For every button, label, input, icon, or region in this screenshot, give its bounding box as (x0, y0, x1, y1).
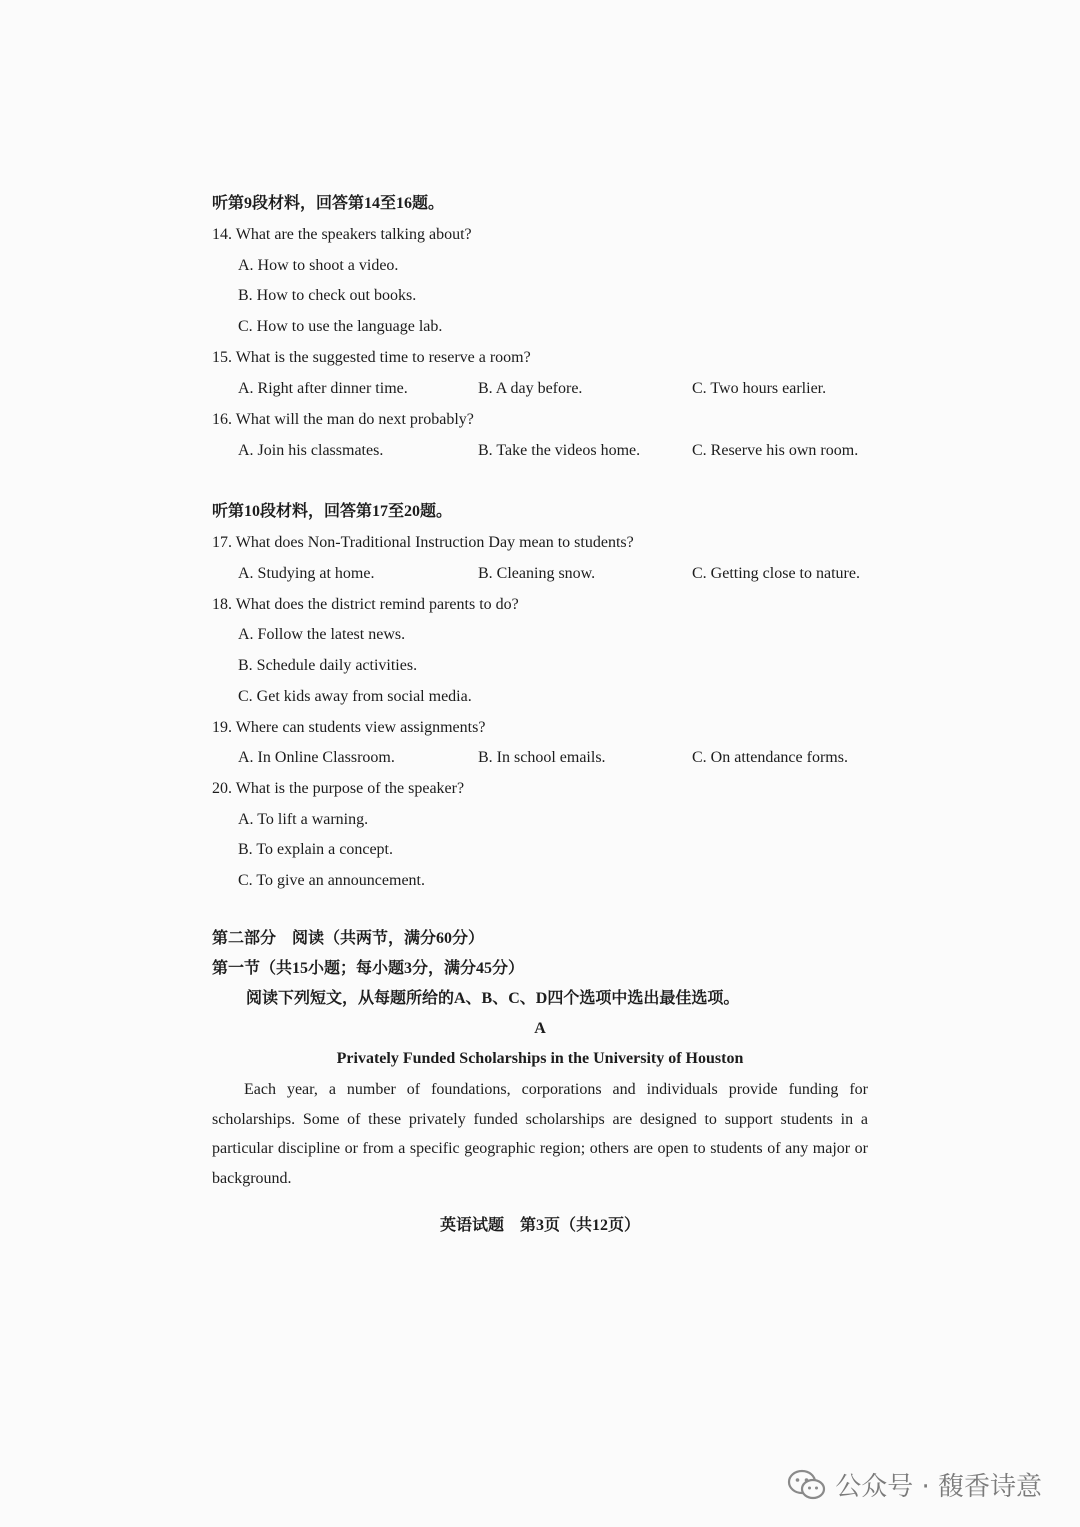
q15-option-a: A. Right after dinner time. (238, 380, 408, 397)
question-16: 16. What will the man do next probably? (212, 411, 474, 428)
q19-option-c: C. On attendance forms. (692, 749, 848, 766)
q16-option-b: B. Take the videos home. (478, 442, 641, 459)
q17-option-b: B. Cleaning snow. (478, 565, 596, 582)
question-19: 19. Where can students view assignments? (212, 719, 486, 736)
question-14: 14. What are the speakers talking about? (212, 226, 472, 243)
q17-option-c: C. Getting close to nature. (692, 565, 860, 582)
q14-option-b: B. How to check out books. (238, 287, 417, 304)
reading-instruction: 阅读下列短文，从每题所给的A、B、C、D四个选项中选出最佳选项。 (246, 990, 740, 1007)
page-footer: 英语试题 第3页（共12页） (439, 1217, 640, 1234)
q18-option-c: C. Get kids away from social media. (238, 688, 472, 705)
wechat-icon (787, 1469, 827, 1501)
passage-letter: A (534, 1020, 546, 1037)
q20-option-c: C. To give an announcement. (238, 872, 425, 889)
part2-heading: 第二部分 阅读（共两节，满分60分） (212, 930, 485, 947)
part2-section1-heading: 第一节（共15小题；每小题3分，满分45分） (212, 960, 525, 977)
section10-heading: 听第10段材料，回答第17至20题。 (212, 503, 453, 520)
watermark-text: 公众号 · 馥香诗意 (835, 1472, 1042, 1502)
q17-option-a: A. Studying at home. (238, 565, 375, 582)
q16-option-a: A. Join his classmates. (238, 442, 384, 459)
q18-option-a: A. Follow the latest news. (238, 626, 406, 643)
question-20: 20. What is the purpose of the speaker? (212, 780, 465, 797)
passage-paragraph (212, 1075, 868, 1193)
q20-option-a: A. To lift a warning. (238, 811, 369, 828)
q19-option-b: B. In school emails. (478, 749, 606, 766)
question-18: 18. What does the district remind parents to do? (212, 596, 519, 613)
q14-option-a: A. How to shoot a video. (238, 257, 399, 274)
passage-title: Privately Funded Scholarships in the University of Houston (336, 1050, 744, 1067)
passage-text: Each year, a number of foundations, corporations and individuals provide funding for scholarships. Some of these privately funded scholarships are designed to support students in a particular discipline or from a specific geographic region; others are open to students of any major or background. (212, 1081, 868, 1187)
question-17: 17. What does Non-Traditional Instruction Day mean to students? (212, 534, 634, 551)
q15-option-c: C. Two hours earlier. (692, 380, 827, 397)
wechat-watermark (787, 1466, 1042, 1503)
q20-option-b: B. To explain a concept. (238, 841, 393, 858)
section9-heading: 听第9段材料，回答第14至16题。 (212, 195, 445, 212)
q15-option-b: B. A day before. (478, 380, 583, 397)
question-15: 15. What is the suggested time to reserve a room? (212, 349, 531, 366)
q14-option-c: C. How to use the language lab. (238, 318, 443, 335)
q18-option-b: B. Schedule daily activities. (238, 657, 418, 674)
q19-option-a: A. In Online Classroom. (238, 749, 395, 766)
q16-option-c: C. Reserve his own room. (692, 442, 859, 459)
